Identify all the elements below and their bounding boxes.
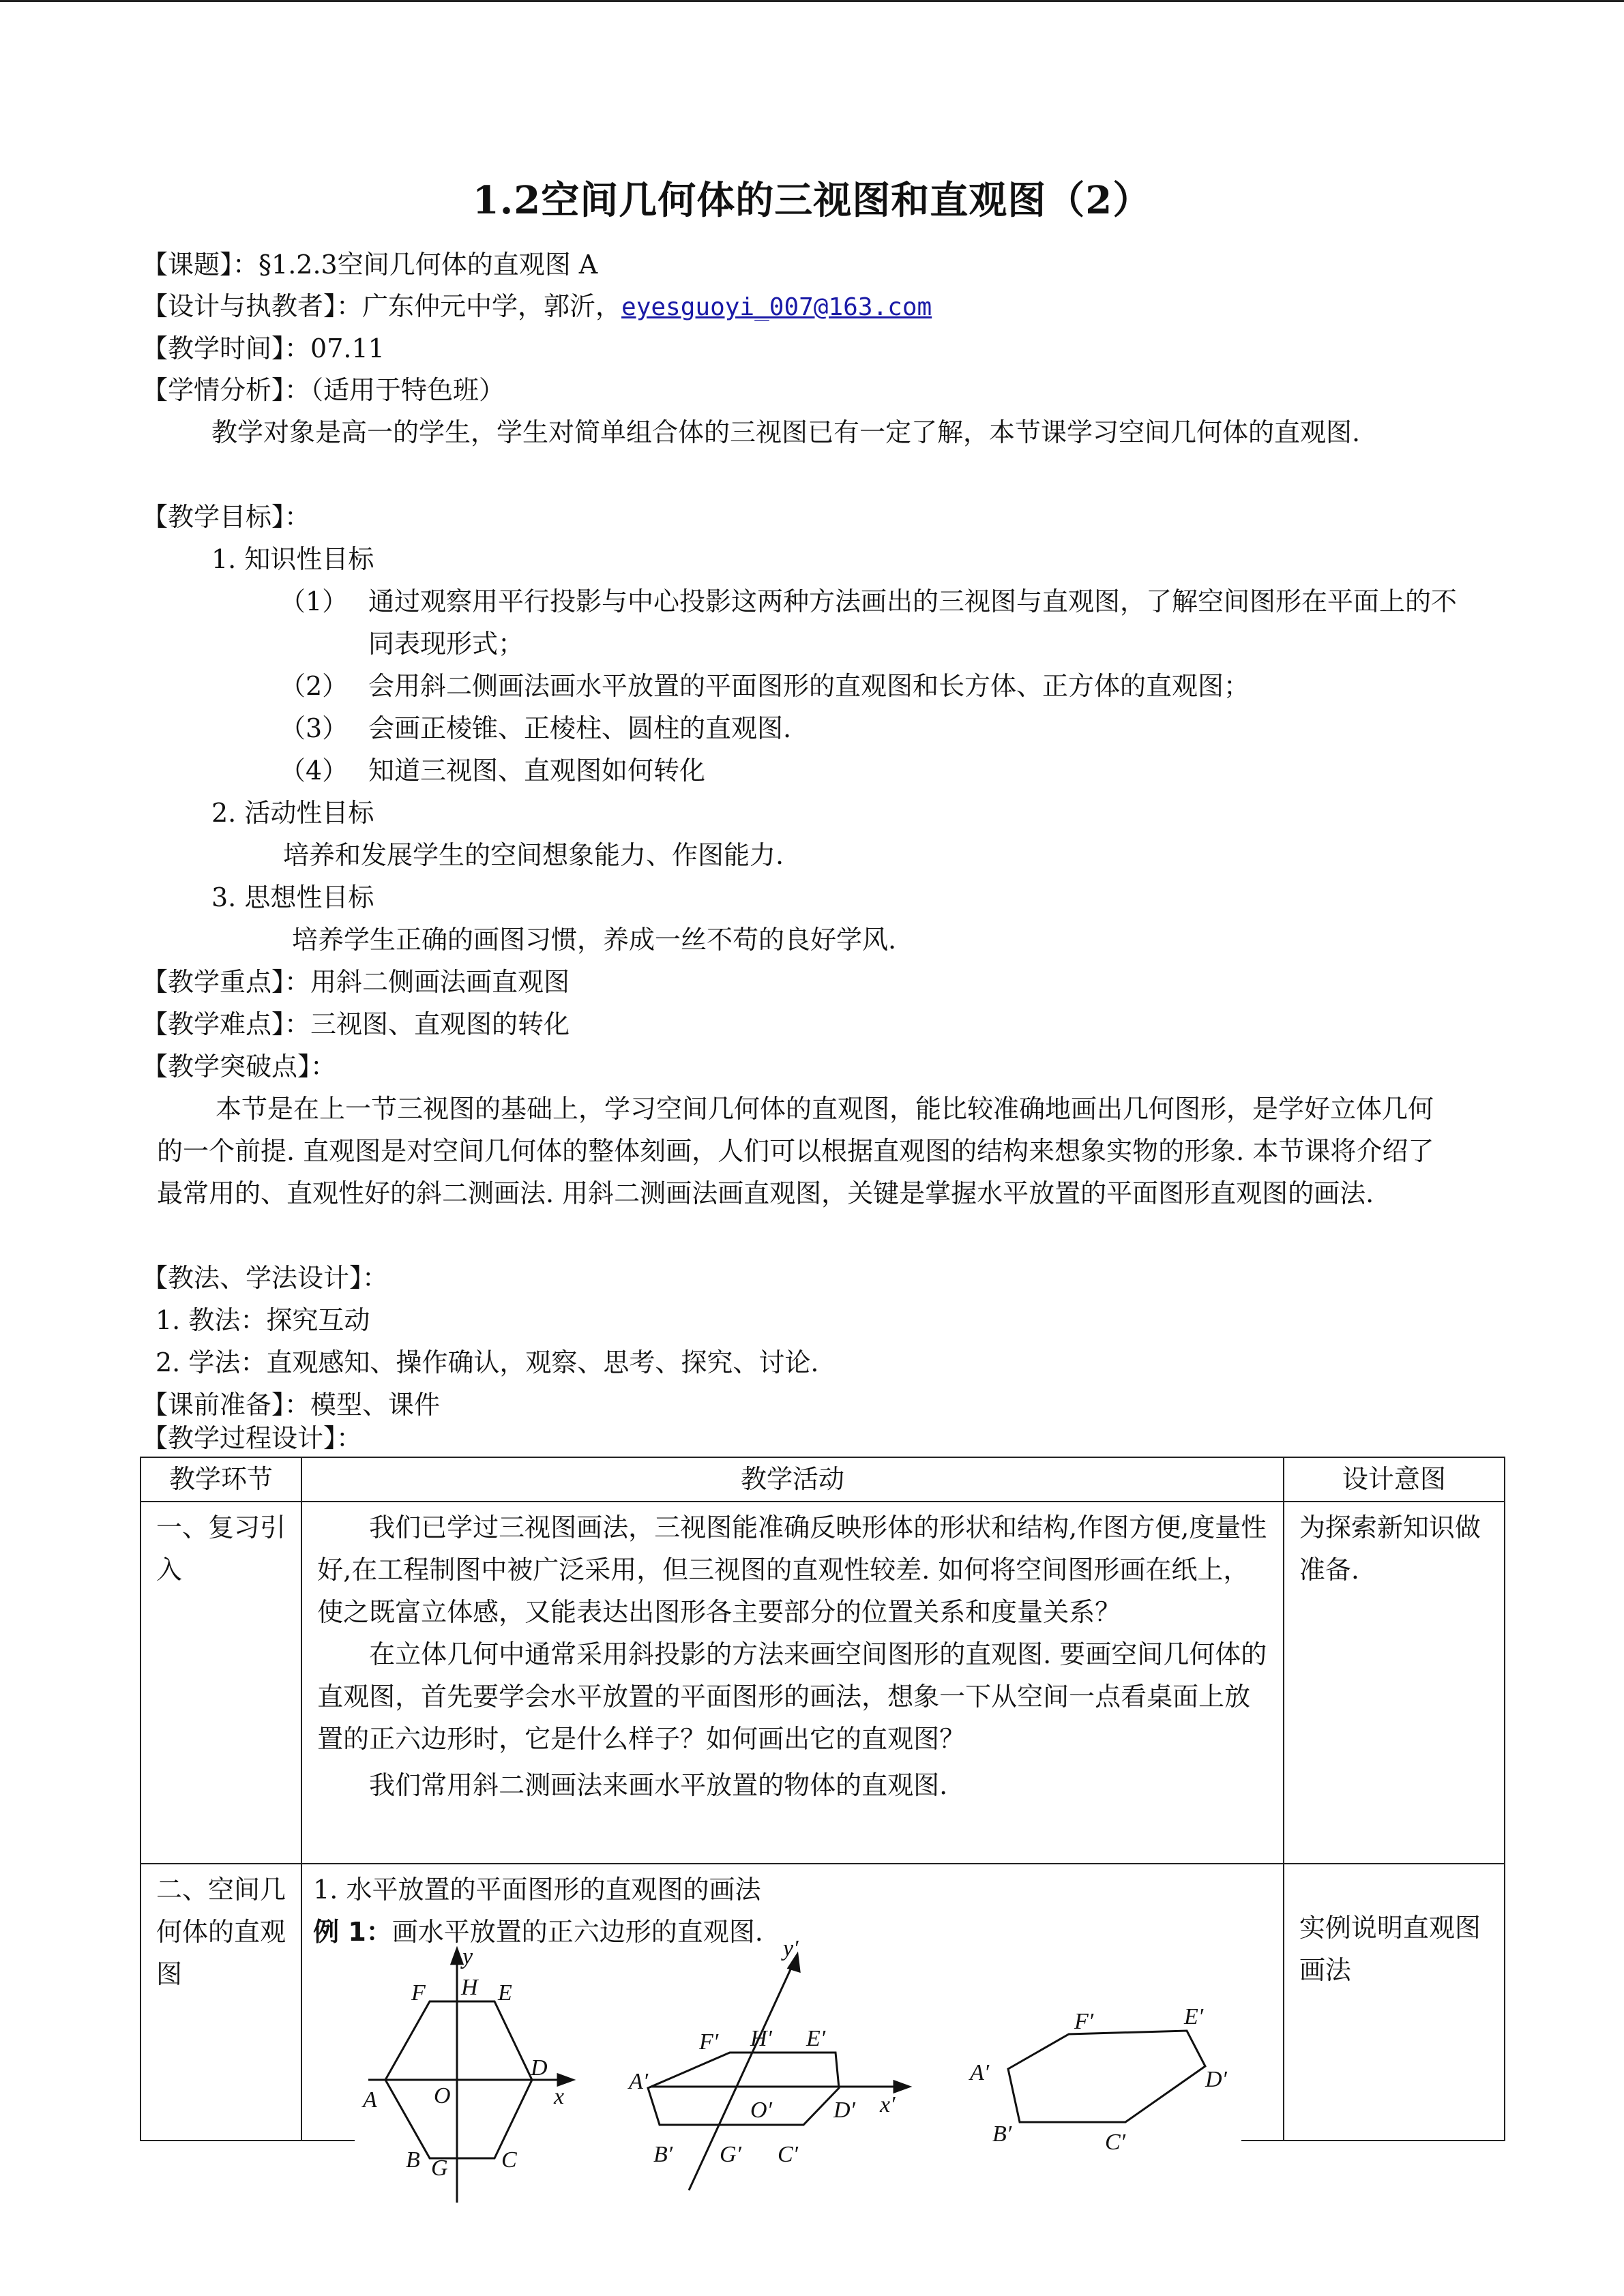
fig3-label-D: D′ bbox=[1205, 2067, 1227, 2092]
activity-text: 培养和发展学生的空间想象能力、作图能力. bbox=[283, 840, 784, 870]
fig3-label-A: A′ bbox=[970, 2060, 990, 2085]
knowledge-title: 1. 知识性目标 bbox=[211, 544, 374, 574]
designer-email-link[interactable]: eyesguoyi_007@163.com bbox=[621, 293, 932, 321]
fig2-label-C: C′ bbox=[778, 2142, 799, 2167]
designer-value: 广东仲元中学，郭沂， bbox=[362, 291, 622, 321]
intent-cell: 为探索新知识做准备. bbox=[1284, 1502, 1505, 1864]
knowledge-item-num: （4） bbox=[280, 756, 349, 786]
section-heading: 1. 水平放置的平面图形的直观图的画法 bbox=[313, 1875, 761, 1905]
intent-cell: 实例说明直观图画法 bbox=[1284, 1864, 1505, 2141]
fig3-label-E: E′ bbox=[1184, 2004, 1204, 2029]
header-stage: 教学环节 bbox=[141, 1457, 301, 1502]
x-prime-axis-arrow bbox=[894, 2081, 909, 2092]
knowledge-item-text: 会画正棱锥、正棱柱、圆柱的直观图. bbox=[368, 713, 792, 743]
difficulty-value: 三视图、直观图的转化 bbox=[310, 1009, 570, 1039]
example-text: 画水平放置的正六边形的直观图. bbox=[392, 1917, 763, 1947]
learning-method: 2. 学法：直观感知、操作确认，观察、思考、探究、讨论. bbox=[156, 1347, 819, 1377]
fig2-label-B: B′ bbox=[653, 2142, 673, 2167]
fig2-label-O: O′ bbox=[750, 2098, 772, 2123]
parallelogram-hexagon bbox=[648, 2053, 839, 2125]
fig1-label-H: H bbox=[461, 1975, 478, 2000]
designer-label: 【设计与执教者】： bbox=[142, 291, 363, 321]
methods-label: 【教法、学法设计】： bbox=[142, 1263, 389, 1293]
time-value: 07.11 bbox=[310, 333, 385, 363]
fig3-label-F: F′ bbox=[1074, 2009, 1094, 2034]
header-activity: 教学活动 bbox=[301, 1457, 1284, 1502]
fig2-label-x: x′ bbox=[880, 2092, 896, 2117]
fig1-label-O: O bbox=[434, 2083, 451, 2108]
header-intent: 设计意图 bbox=[1284, 1457, 1505, 1502]
preparation-value: 模型、课件 bbox=[310, 1390, 441, 1420]
fig1-label-F: F bbox=[411, 1980, 426, 2006]
activity-paragraph: 我们已学过三视图画法，三视图能准确反映形体的形状和结构,作图方便,度量性好,在工程制图中被广泛采用，但三视图的直观性较差. 如何将空间图形画在纸上，使之既富立体感，又能表达出图形各主要部分的位置关系和度量关系？ bbox=[317, 1512, 1267, 1627]
knowledge-item-num: （3） bbox=[280, 713, 349, 743]
final-hexagon-shape bbox=[1008, 2031, 1205, 2122]
key-point-value: 用斜二侧画法画直观图 bbox=[310, 967, 570, 997]
fig1-label-x: x bbox=[554, 2084, 565, 2109]
key-point-label: 【教学重点】： bbox=[142, 967, 311, 997]
thought-title: 3. 思想性目标 bbox=[211, 882, 374, 912]
breakthrough-text: 本节是在上一节三视图的基础上，学习空间几何体的直观图，能比较准确地画出几何图形，是学好立体几何的一个前提. 直观图是对空间几何体的整体刻画，人们可以根据直观图的结构来想象实物的形象. 本节课将介绍了最常用的、直观性好的斜二测画法. 用斜二测画法画直观图，关键是掌握水平放置的平面图形直观图的画法. bbox=[157, 1094, 1434, 1208]
fig2-label-F: F′ bbox=[699, 2029, 719, 2055]
preparation-label: 【课前准备】： bbox=[142, 1390, 311, 1420]
difficulty-label: 【教学难点】： bbox=[142, 1009, 311, 1039]
breakthrough-label: 【教学突破点】： bbox=[142, 1052, 337, 1082]
knowledge-item-num: （2） bbox=[280, 671, 349, 701]
fig2-label-D: D′ bbox=[833, 2098, 855, 2123]
page-title: 1.2空间几何体的三视图和直观图（2） bbox=[472, 178, 1152, 223]
process-label: 【教学过程设计】： bbox=[142, 1423, 363, 1453]
analysis-text: 教学对象是高一的学生，学生对简单组合体的三视图已有一定了解，本节课学习空间几何体的直观图. bbox=[211, 417, 1361, 447]
fig1-label-B: B bbox=[406, 2147, 420, 2173]
stage-cell: 二、空间几何体的直观图 bbox=[141, 1864, 301, 2141]
stage-cell: 一、复习引入 bbox=[141, 1502, 301, 1864]
fig1-label-A: A bbox=[363, 2087, 377, 2113]
objectives-label: 【教学目标】： bbox=[142, 502, 311, 532]
fig3-label-B: B′ bbox=[992, 2121, 1012, 2147]
y-axis-arrow bbox=[452, 1949, 462, 1964]
activity-title: 2. 活动性目标 bbox=[211, 798, 374, 828]
time-label: 【教学时间】： bbox=[142, 333, 311, 363]
fig1-label-y: y bbox=[462, 1944, 473, 1969]
fig2-label-H: H′ bbox=[750, 2026, 772, 2051]
figure-hexagon-final bbox=[1008, 2031, 1205, 2122]
analysis-value: （适用于特色班） bbox=[310, 375, 505, 405]
fig1-label-D: D bbox=[531, 2055, 548, 2081]
knowledge-item-text: 知道三视图、直观图如何转化 bbox=[368, 756, 706, 786]
fig3-label-C: C′ bbox=[1105, 2130, 1126, 2155]
topic-label: 【课题】： bbox=[142, 250, 259, 280]
fig2-label-A: A′ bbox=[629, 2069, 649, 2094]
topic-value: §1.2.3空间几何体的直观图 A bbox=[259, 250, 598, 280]
fig2-label-y: y′ bbox=[783, 1936, 799, 1961]
fig1-label-G: G bbox=[431, 2156, 448, 2181]
fig2-label-G: G′ bbox=[720, 2142, 741, 2167]
knowledge-item-text: 会用斜二侧画法画水平放置的平面图形的直观图和长方体、正方体的直观图； bbox=[368, 671, 1250, 701]
analysis-label: 【学情分析】： bbox=[142, 375, 311, 405]
fig2-label-E: E′ bbox=[806, 2026, 826, 2051]
fig1-label-C: C bbox=[501, 2147, 517, 2173]
activity-paragraph: 我们常用斜二测画法来画水平放置的物体的直观图. bbox=[369, 1770, 948, 1800]
knowledge-item-num: （1） bbox=[280, 586, 349, 616]
activity-paragraph: 在立体几何中通常采用斜投影的方法来画空间图形的直观图. 要画空间几何体的直观图，首先要学会水平放置的平面图形的画法，想象一下从空间一点看桌面上放置的正六边形时，它是什么样子？如何画出它的直观图？ bbox=[317, 1639, 1267, 1754]
knowledge-item-text: 通过观察用平行投影与中心投影这两种方法画出的三视图与直观图，了解空间图形在平面上的不同表现形式； bbox=[368, 586, 1458, 659]
example-label: 例 1： bbox=[313, 1917, 392, 1947]
teaching-method: 1. 教法：探究互动 bbox=[156, 1305, 370, 1335]
thought-text: 培养学生正确的画图习惯，养成一丝不苟的良好学风. bbox=[292, 925, 897, 955]
fig1-label-E: E bbox=[498, 1980, 512, 2006]
